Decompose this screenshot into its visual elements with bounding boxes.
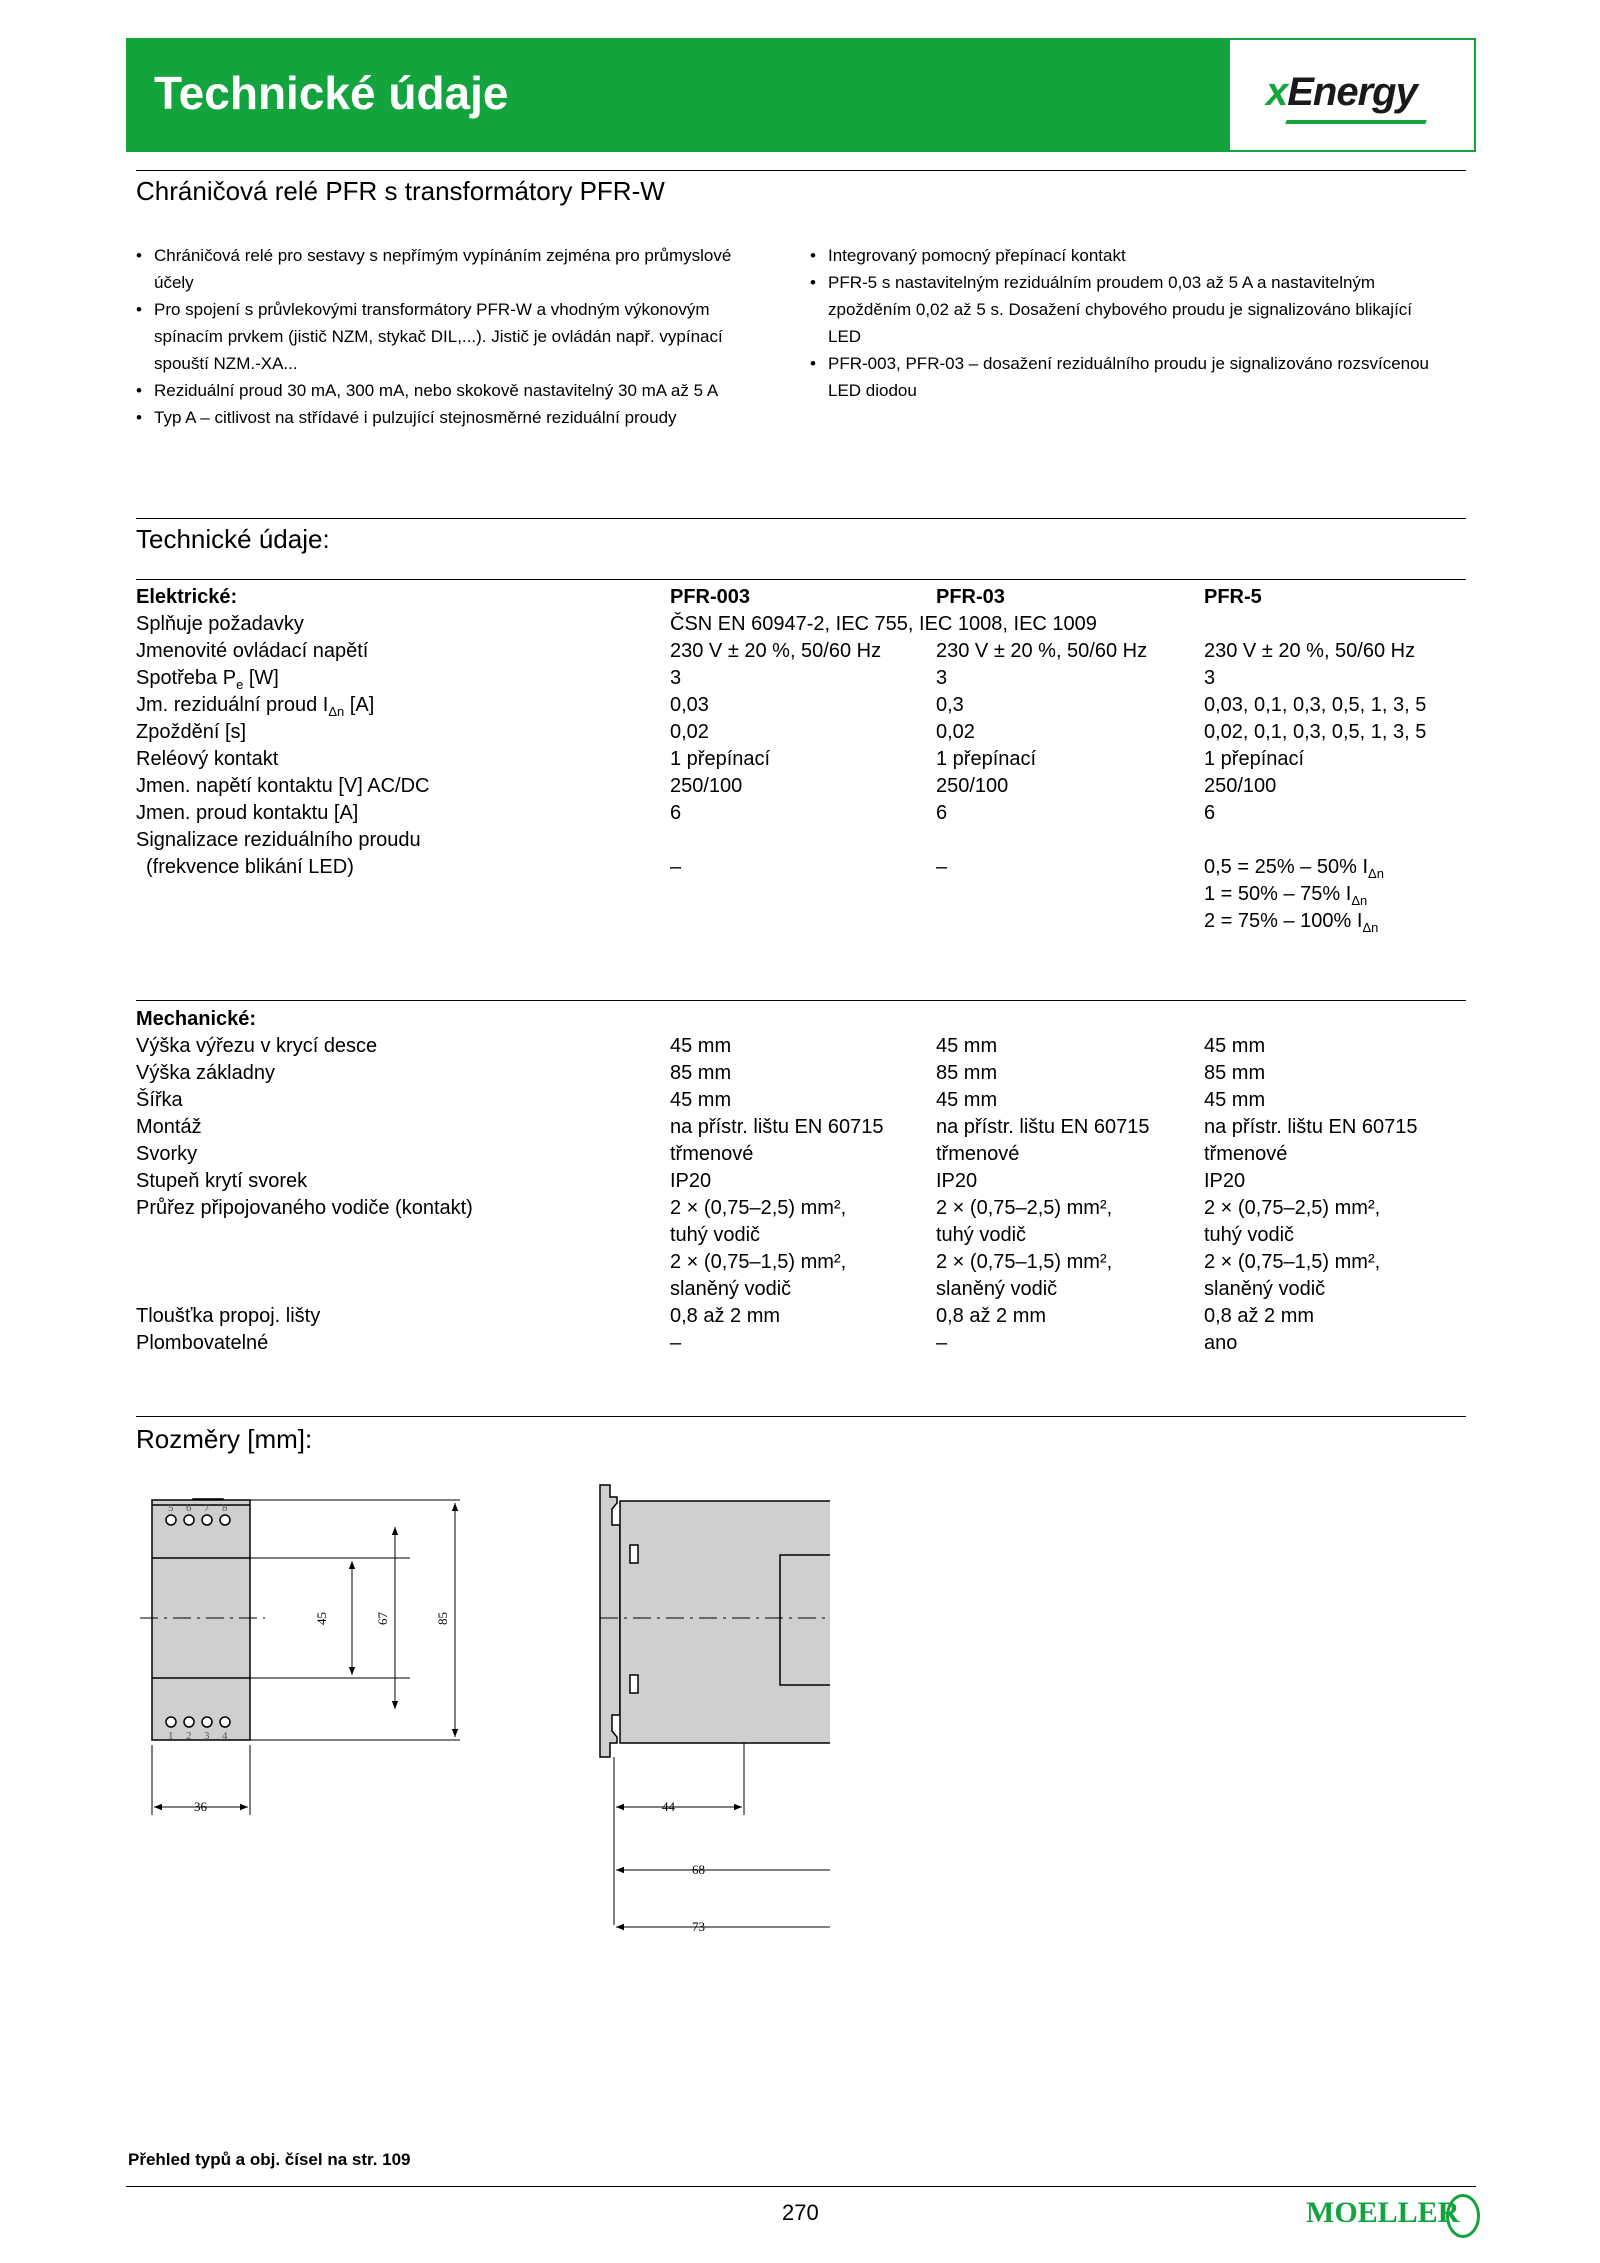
dim-68-label: 68 (692, 1862, 705, 1877)
divider (136, 579, 1466, 580)
terminal-label: 8 (222, 1502, 228, 1514)
bullet-item: • Pro spojení s průvlekovými transformátory PFR-W a vhodným výkonovým spínacím prvkem (jistič NZM, stykač DIL,...). Jistič je ovládán např. vypínací spouští NZM.-XA... (136, 296, 796, 377)
dimensions-title: Rozměry [mm]: (136, 1424, 313, 1454)
bullet-item: • PFR-5 s nastavitelným reziduálním proudem 0,03 až 5 A a nastavitelným zpožděním 0,02 až 5 s. Dosažení chybového proudu je signalizováno blikající LED (810, 269, 1470, 350)
side-dimension-labels (662, 1799, 705, 1934)
page-title: Technické údaje (154, 67, 509, 119)
front-view (140, 1499, 460, 1815)
terminal-label: 5 (168, 1502, 174, 1514)
dim-44-label: 44 (662, 1799, 675, 1814)
divider (136, 1416, 1466, 1417)
bullet-item: • PFR-003, PFR-03 – dosažení reziduálního proudu je signalizováno rozsvícenou LED diodou (810, 350, 1470, 404)
header-banner (126, 38, 1476, 152)
divider (136, 1000, 1466, 1001)
bullet-item: • Typ A – citlivost na střídavé i pulzující stejnosměrné reziduální proudy (136, 404, 796, 431)
moeller-logo: MOELLER (1306, 2196, 1460, 2229)
divider (126, 2186, 1476, 2187)
feature-list-left (136, 242, 796, 431)
footer-reference: Přehled typů a obj. čísel na str. 109 (128, 2150, 411, 2169)
page-number: 270 (782, 2200, 819, 2225)
divider (136, 170, 1466, 171)
bullet-item: • Reziduální proud 30 mA, 300 mA, nebo skokově nastavitelný 30 mA až 5 A (136, 377, 796, 404)
dimension-drawing (130, 1475, 830, 1965)
logo-swoosh (1285, 120, 1426, 124)
bullet-item: • Integrovaný pomocný přepínací kontakt (810, 242, 1470, 269)
dim-45-label: 45 (314, 1612, 329, 1625)
dim-85-label: 85 (435, 1612, 450, 1625)
terminal-label: 7 (204, 1502, 210, 1514)
tech-data-title: Technické údaje: (136, 524, 330, 554)
side-view (600, 1485, 830, 1927)
terminal-label: 4 (222, 1730, 228, 1742)
bullet-item: • Chráničová relé pro sestavy s nepřímým vypínáním zejména pro průmyslové účely (136, 242, 796, 296)
dim-73-label: 73 (692, 1919, 705, 1934)
terminal-label: 6 (186, 1502, 192, 1514)
moeller-emblem-icon (1446, 2194, 1480, 2238)
xenergy-logo (1230, 40, 1474, 150)
terminal-label: 3 (204, 1730, 210, 1742)
terminal-label: 1 (168, 1730, 174, 1742)
logo-rest: Energy (1287, 70, 1417, 114)
divider (136, 518, 1466, 519)
logo-prefix: x (1266, 70, 1288, 114)
dim-67-label: 67 (375, 1612, 390, 1625)
product-subtitle: Chráničová relé PFR s transformátory PFR-W (136, 176, 665, 206)
feature-list-right (810, 242, 1470, 404)
terminal-label: 2 (186, 1730, 192, 1742)
dim-36-label: 36 (194, 1799, 207, 1814)
